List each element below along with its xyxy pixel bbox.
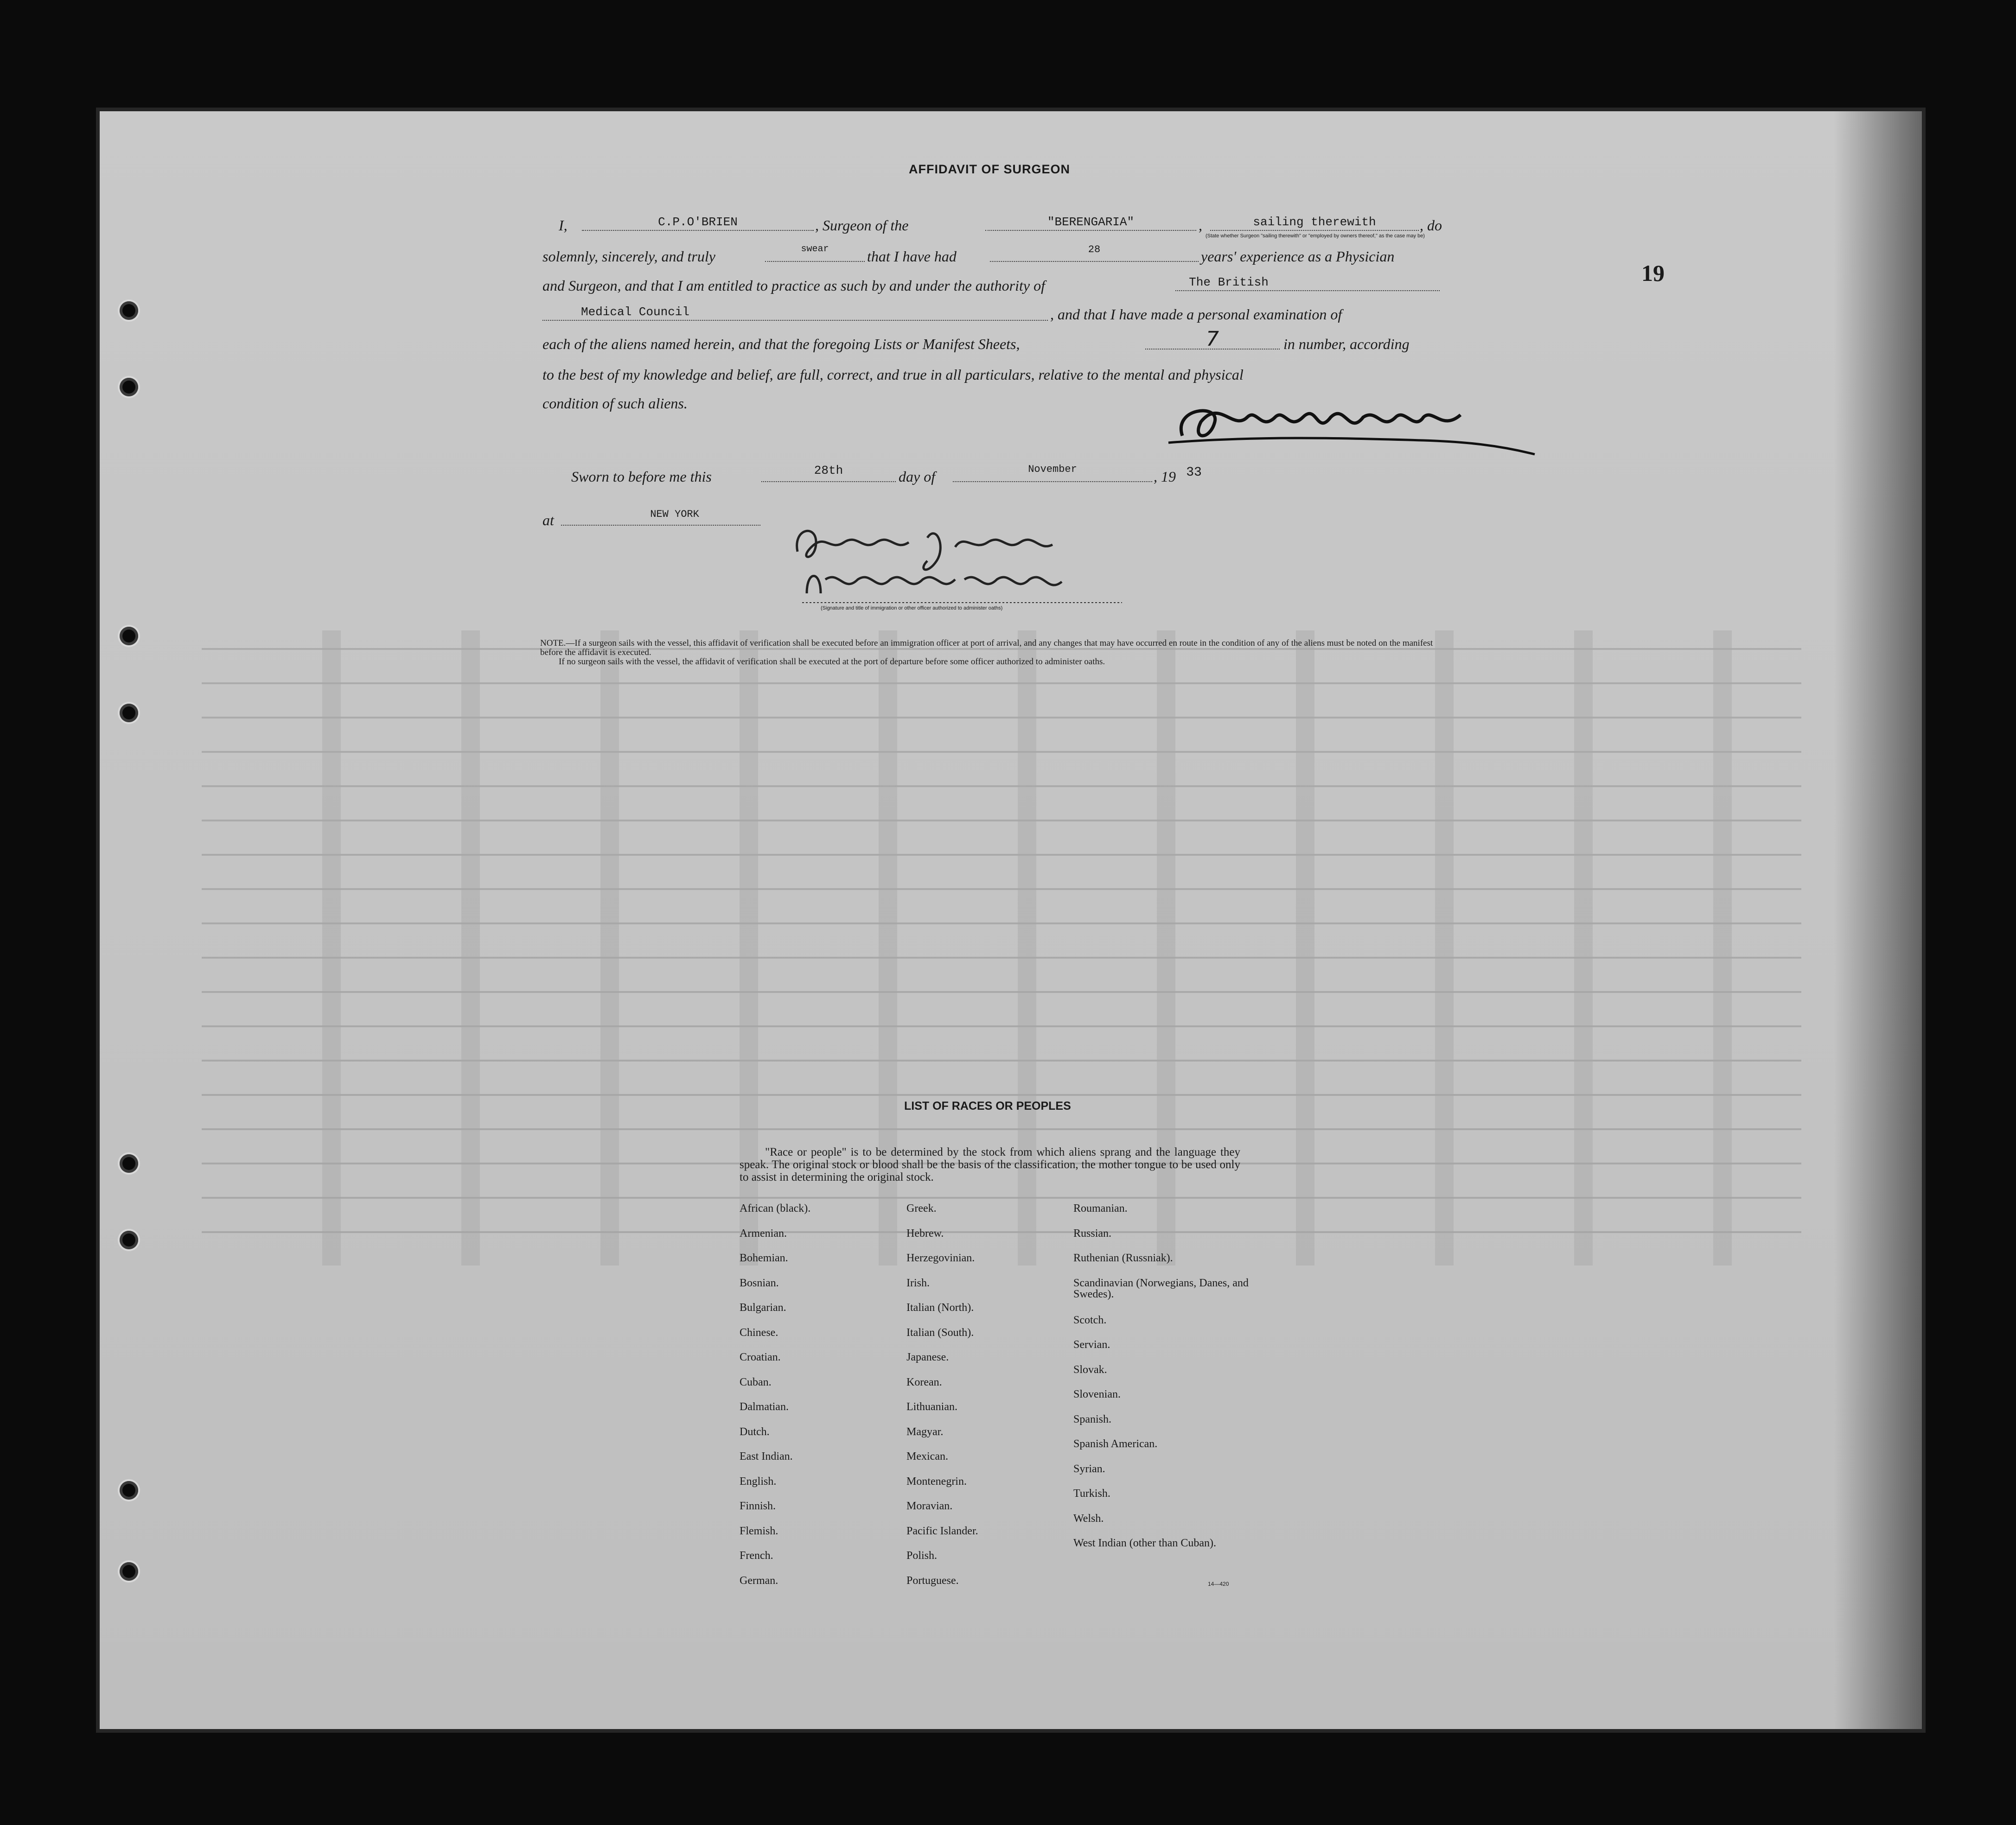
rule: [761, 481, 896, 482]
races-column-3: [1073, 1203, 1250, 1575]
binder-hole-icon: [120, 1231, 138, 1249]
race-item: Flemish.: [740, 1525, 778, 1537]
race-item: Polish.: [906, 1550, 938, 1562]
officer-caption: (Signature and title of immigration or other officer authorized to administer oaths): [821, 605, 1003, 611]
years-experience: 28: [1088, 244, 1101, 255]
races-column-1: [740, 1203, 810, 1600]
text-l7: condition of such aliens.: [542, 395, 688, 412]
race-item: Bohemian.: [740, 1252, 788, 1264]
race-item: Russian.: [1073, 1227, 1112, 1240]
comma: ,: [1199, 217, 1202, 234]
text-l1b: , Surgeon of the: [815, 217, 909, 234]
race-item: Bosnian.: [740, 1277, 779, 1289]
rule: [561, 525, 760, 526]
text-l2a: solemnly, sincerely, and truly: [542, 248, 715, 265]
text-at: at: [542, 512, 554, 528]
race-item: Turkish.: [1073, 1488, 1110, 1500]
text-l1c: , do: [1420, 217, 1442, 234]
race-item: African (black).: [740, 1202, 811, 1215]
note-paragraph-2: If no surgeon sails with the vessel, the affidavit of verification shall be executed at the port of departure before some officer authorized to administer oaths.: [559, 657, 1105, 667]
races-intro: "Race or people" is to be determined by the stock from which aliens sprang and the language they speak. The original stock or blood shall be the basis of the classification, the mother tongue to be used only to assist in determining the original stock.: [740, 1146, 1240, 1183]
sworn-day: 28th: [814, 464, 843, 477]
binder-hole-icon: [120, 301, 138, 320]
race-item: English.: [740, 1475, 777, 1488]
race-item: Japanese.: [906, 1351, 949, 1363]
races-column-2: [906, 1203, 978, 1600]
rule: [953, 481, 1152, 482]
race-item: Greek.: [906, 1202, 937, 1215]
text-l6: to the best of my knowledge and belief, are full, correct, and true in all particulars, relative to the mental and physical: [542, 366, 1244, 383]
binder-hole-icon: [120, 1481, 138, 1500]
race-item: Portuguese.: [906, 1574, 959, 1587]
sailing-note: (State whether Surgeon "sailing therewith" or "employed by owners thereof," as the case may be): [1206, 233, 1425, 239]
sworn-year: 33: [1186, 465, 1202, 480]
sheet-count: 7: [1206, 327, 1219, 351]
text-sworn-a: Sworn to before me this: [571, 468, 712, 485]
text-sworn-b: day of: [899, 468, 936, 485]
rule: [990, 261, 1199, 262]
race-item: East Indian.: [740, 1450, 793, 1463]
rule: [582, 230, 814, 231]
race-item: Herzegovinian.: [906, 1252, 975, 1264]
race-item: Montenegrin.: [906, 1475, 967, 1488]
surgeon-signature: [1164, 389, 1544, 464]
text-l2b: that I have had: [867, 248, 957, 265]
sworn-month: November: [1028, 464, 1077, 475]
affidavit-note: [540, 639, 1444, 667]
race-item: Croatian.: [740, 1351, 781, 1363]
race-item: Slovak.: [1073, 1363, 1107, 1376]
race-item: Slovenian.: [1073, 1388, 1121, 1400]
text-sworn-c: , 19: [1154, 468, 1176, 485]
race-item: Chinese.: [740, 1326, 778, 1339]
note-paragraph-1: NOTE.—If a surgeon sails with the vessel, this affidavit of verification shall be executed before an immigration officer at port of arrival, and any changes that may have occurred en route in the condition of any of the aliens must be noted on the manifest before the affidavit is executed.: [540, 638, 1433, 657]
race-item: Scandinavian (Norwegians, Danes, and Swedes).: [1073, 1277, 1249, 1300]
manifest-sheet: [100, 111, 1922, 1729]
race-item: Roumanian.: [1073, 1202, 1128, 1215]
race-item: Pacific Islander.: [906, 1525, 978, 1537]
race-item: Korean.: [906, 1376, 942, 1388]
binder-hole-icon: [120, 1562, 138, 1581]
race-item: French.: [740, 1550, 773, 1562]
race-item: Cuban.: [740, 1376, 772, 1388]
race-item: Hebrew.: [906, 1227, 944, 1240]
race-item: Dalmatian.: [740, 1401, 789, 1413]
text-l2c: years' experience as a Physician: [1201, 248, 1395, 265]
binder-hole-icon: [120, 378, 138, 396]
race-item: Syrian.: [1073, 1463, 1105, 1475]
binder-hole-icon: [120, 1154, 138, 1173]
race-item: Italian (South).: [906, 1326, 974, 1339]
oath-word: swear: [801, 244, 829, 254]
text-l1a: I,: [559, 217, 568, 234]
text-l3a: and Surgeon, and that I am entitled to practice as such by and under the authority of: [542, 277, 1045, 294]
binder-hole-icon: [120, 627, 138, 645]
binder-hole-icon: [120, 704, 138, 722]
race-item: Bulgarian.: [740, 1302, 786, 1314]
page-edge-shadow: [1834, 111, 1922, 1729]
form-number: 14—420: [1208, 1581, 1229, 1587]
text-l4b: , and that I have made a personal examination of: [1050, 306, 1342, 323]
race-item: Welsh.: [1073, 1512, 1104, 1525]
race-item: German.: [740, 1574, 778, 1587]
surgeon-name: C.P.O'BRIEN: [658, 215, 738, 229]
sailing-mode: sailing therewith: [1253, 215, 1376, 229]
race-item: Lithuanian.: [906, 1401, 957, 1413]
authority-line-1: The British: [1189, 275, 1269, 289]
affidavit-title: AFFIDAVIT OF SURGEON: [909, 162, 1070, 176]
race-item: Irish.: [906, 1277, 930, 1289]
race-item: Scotch.: [1073, 1314, 1107, 1326]
race-item: West Indian (other than Cuban).: [1073, 1537, 1216, 1549]
text-l5b: in number, according: [1283, 336, 1410, 352]
race-item: Spanish American.: [1073, 1438, 1158, 1450]
rule: [985, 230, 1196, 231]
race-item: Italian (North).: [906, 1302, 974, 1314]
race-item: Magyar.: [906, 1425, 944, 1438]
rule: [542, 320, 1048, 321]
race-item: Spanish.: [1073, 1413, 1112, 1425]
sworn-place: NEW YORK: [650, 509, 699, 520]
race-item: Moravian.: [906, 1500, 953, 1512]
page-number: 19: [1641, 260, 1665, 286]
race-item: Mexican.: [906, 1450, 948, 1463]
races-title: LIST OF RACES OR PEOPLES: [904, 1100, 1071, 1113]
race-item: Ruthenian (Russniak).: [1073, 1252, 1173, 1264]
rule: [765, 261, 865, 262]
officer-signature: [788, 519, 1141, 630]
rule: [1210, 230, 1419, 231]
race-item: Finnish.: [740, 1500, 776, 1512]
race-item: Dutch.: [740, 1425, 770, 1438]
race-item: Servian.: [1073, 1339, 1110, 1351]
race-item: Armenian.: [740, 1227, 787, 1240]
authority-line-2: Medical Council: [581, 305, 690, 319]
vessel-name: "BERENGARIA": [1047, 215, 1135, 229]
rule: [1175, 290, 1440, 291]
text-l5a: each of the aliens named herein, and that the foregoing Lists or Manifest Sheets,: [542, 336, 1020, 352]
